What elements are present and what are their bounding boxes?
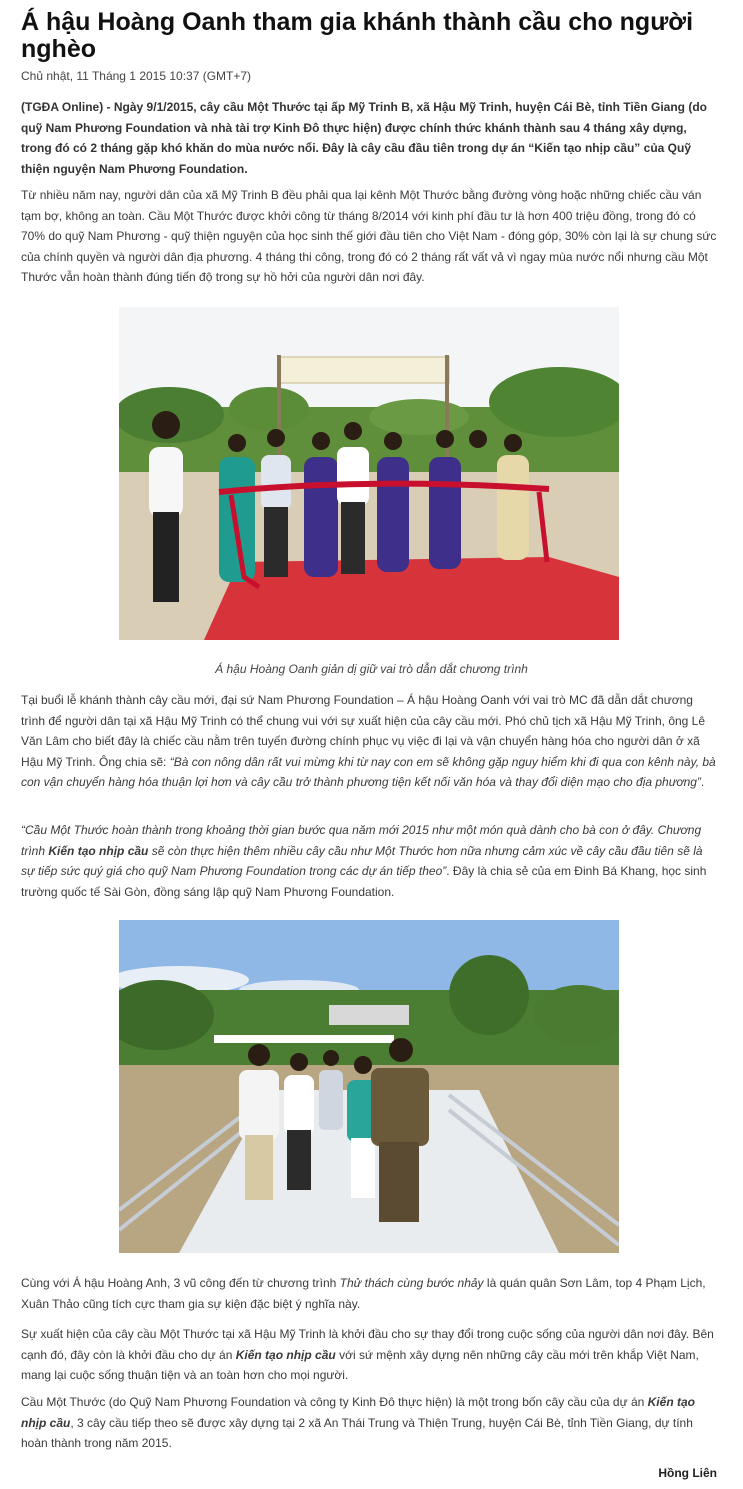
paragraph-5-project-name: Kiến tạo nhịp cầu bbox=[235, 1347, 336, 1362]
article-paragraph-2 bbox=[21, 690, 718, 793]
paragraph-6-project-name: Kiến tạo nhịp cầu bbox=[21, 1395, 695, 1430]
paragraph-2-end: . bbox=[700, 775, 705, 789]
paragraph-3-project-name: Kiến tạo nhịp cầu bbox=[48, 843, 149, 858]
ribbon-cutting-photo bbox=[119, 307, 619, 640]
article-paragraph-4 bbox=[21, 1273, 718, 1314]
paragraph-5-text: Sự xuất hiện của cây cầu Một Thước tại xã Hậu Mỹ Trinh là khởi đầu cho sự thay đổi trong cuộc sống của người dân nơi đây. Bên cạnh đó, đây còn là khởi đầu cho dự án bbox=[21, 1327, 714, 1362]
paragraph-4-program: Thử thách cùng bước nhảy bbox=[339, 1276, 484, 1290]
paragraph-4-end: là quán quân Sơn Lâm, top 4 Phạm Lịch, Xuân Thảo cũng tích cực tham gia sự kiện đặc biệt ý nghĩa này. bbox=[21, 1276, 706, 1311]
article-paragraph-1: Từ nhiều năm nay, người dân của xã Mỹ Trinh B đều phải qua lại kênh Một Thước bằng đường vòng hoặc những chiếc cầu ván tạm bợ, không an toàn. Cầu Một Thước được khởi công từ tháng 8/2014 với kinh phí đầu tư là hơn 400 triệu đồng, trong đó có 70% do quỹ Nam Phương - quỹ thiện nguyện của học sinh thế giới đầu tiên cho Việt Nam - đóng góp, 30% còn lại là sự chung sức của chính quyền và người dân địa phương. 4 tháng thi công, trong đó có 2 tháng rất vất vả vì ngay mùa nước nổi nhưng cầu Một Thước vẫn hoàn thành đúng tiến độ trong sự hồ hởi của người dân nơi đây. bbox=[21, 188, 717, 284]
bridge-crossing-photo bbox=[119, 920, 619, 1253]
article-lead: (TGĐA Online) - Ngày 9/1/2015, cây cầu Một Thước tại ấp Mỹ Trinh B, xã Hậu Mỹ Trinh, huyện Cái Bè, tỉnh Tiền Giang (do quỹ Nam Phương Foundation và nhà tài trợ Kinh Đô thực hiện) được chính thức khánh thành sau 4 tháng xây dựng, trong đó có 2 tháng gặp khó khăn do mùa nước nổi. Đây là cây cầu đầu tiên trong dự án “Kiến tạo nhịp cầu” của Quỹ thiện nguyện Nam Phương Foundation. bbox=[21, 100, 708, 176]
paragraph-3-quote-end: sẽ còn thực hiện thêm nhiều cây cầu như Một Thước hơn nữa nhưng cảm xúc về cây cầu đầu tiên sẽ là sự tiếp sức quý giá cho quỹ Nam Phương Foundation trong các dự án tiếp theo” bbox=[21, 843, 703, 878]
article-paragraph-5 bbox=[21, 1324, 718, 1386]
paragraph-3-attribution: . Đây là chia sẻ của em Đinh Bá Khang, học sinh trường quốc tế Sài Gòn, đồng sáng lập quỹ Nam Phương Foundation. bbox=[21, 864, 707, 899]
article-author: Hồng Liên bbox=[658, 1466, 717, 1480]
paragraph-2-text: Tại buổi lễ khánh thành cây cầu mới, đại sứ Nam Phương Foundation – Á hậu Hoàng Oanh với vai trò MC đã dẫn dắt chương trình để người dân tại xã Hậu Mỹ Trinh có thể chung vui với sự xuất hiện của cây cầu mới. Phó chủ tịch xã Hậu Mỹ Trinh, ông Lê Văn Lâm cho biết đây là chiếc cầu nằm trên tuyến đường chính phục vụ việc đi lại và vận chuyển hàng hóa cho người dân ở xã Hậu Mỹ Trinh. Ông chia sẽ: bbox=[21, 693, 706, 769]
paragraph-6-text: Cầu Một Thước (do Quỹ Nam Phương Foundation và công ty Kinh Đô thực hiện) là một trong bốn cây cầu của dự án bbox=[21, 1395, 648, 1409]
article-title: Á hậu Hoàng Oanh tham gia khánh thành cầu cho người nghèo bbox=[21, 8, 694, 63]
paragraph-5-end: với sứ mệnh xây dựng nên những cây cầu mới trên khắp Việt Nam, mang lại cuộc sống thuận tiện và an toàn hơn cho mọi người. bbox=[21, 1347, 699, 1382]
paragraph-6-end: , 3 cây cầu tiếp theo sẽ được xây dựng tại 2 xã An Thái Trung và Thiện Trung, huyện Cái Bè, tỉnh Tiền Giang, dự tính hoàn thành trong năm 2015. bbox=[21, 1415, 693, 1450]
article-paragraph-3 bbox=[21, 820, 718, 902]
paragraph-2-quote: “Bà con nông dân rất vui mừng khi từ nay con em sẽ không gặp nguy hiểm khi đi qua con kênh này, bà con vận chuyển hàng hóa thuận lợi hơn và cây cầu trở thành phương tiện kết nối văn hóa và thay đổi diện mạo cho địa phương” bbox=[21, 754, 716, 789]
paragraph-4-text: Cùng với Á hậu Hoàng Anh, 3 vũ công đến từ chương trình bbox=[21, 1276, 340, 1290]
paragraph-3-quote-start: “Cầu Một Thước hoàn thành trong khoảng thời gian bước qua năm mới 2015 như một món quà dành cho bà con ở đây. Chương trình bbox=[21, 823, 702, 858]
photo-caption-1: Á hậu Hoàng Oanh giản dị giữ vai trò dẫn dắt chương trình bbox=[215, 662, 528, 676]
article-date: Chủ nhật, 11 Tháng 1 2015 10:37 (GMT+7) bbox=[21, 69, 252, 83]
article-paragraph-6 bbox=[21, 1392, 718, 1454]
